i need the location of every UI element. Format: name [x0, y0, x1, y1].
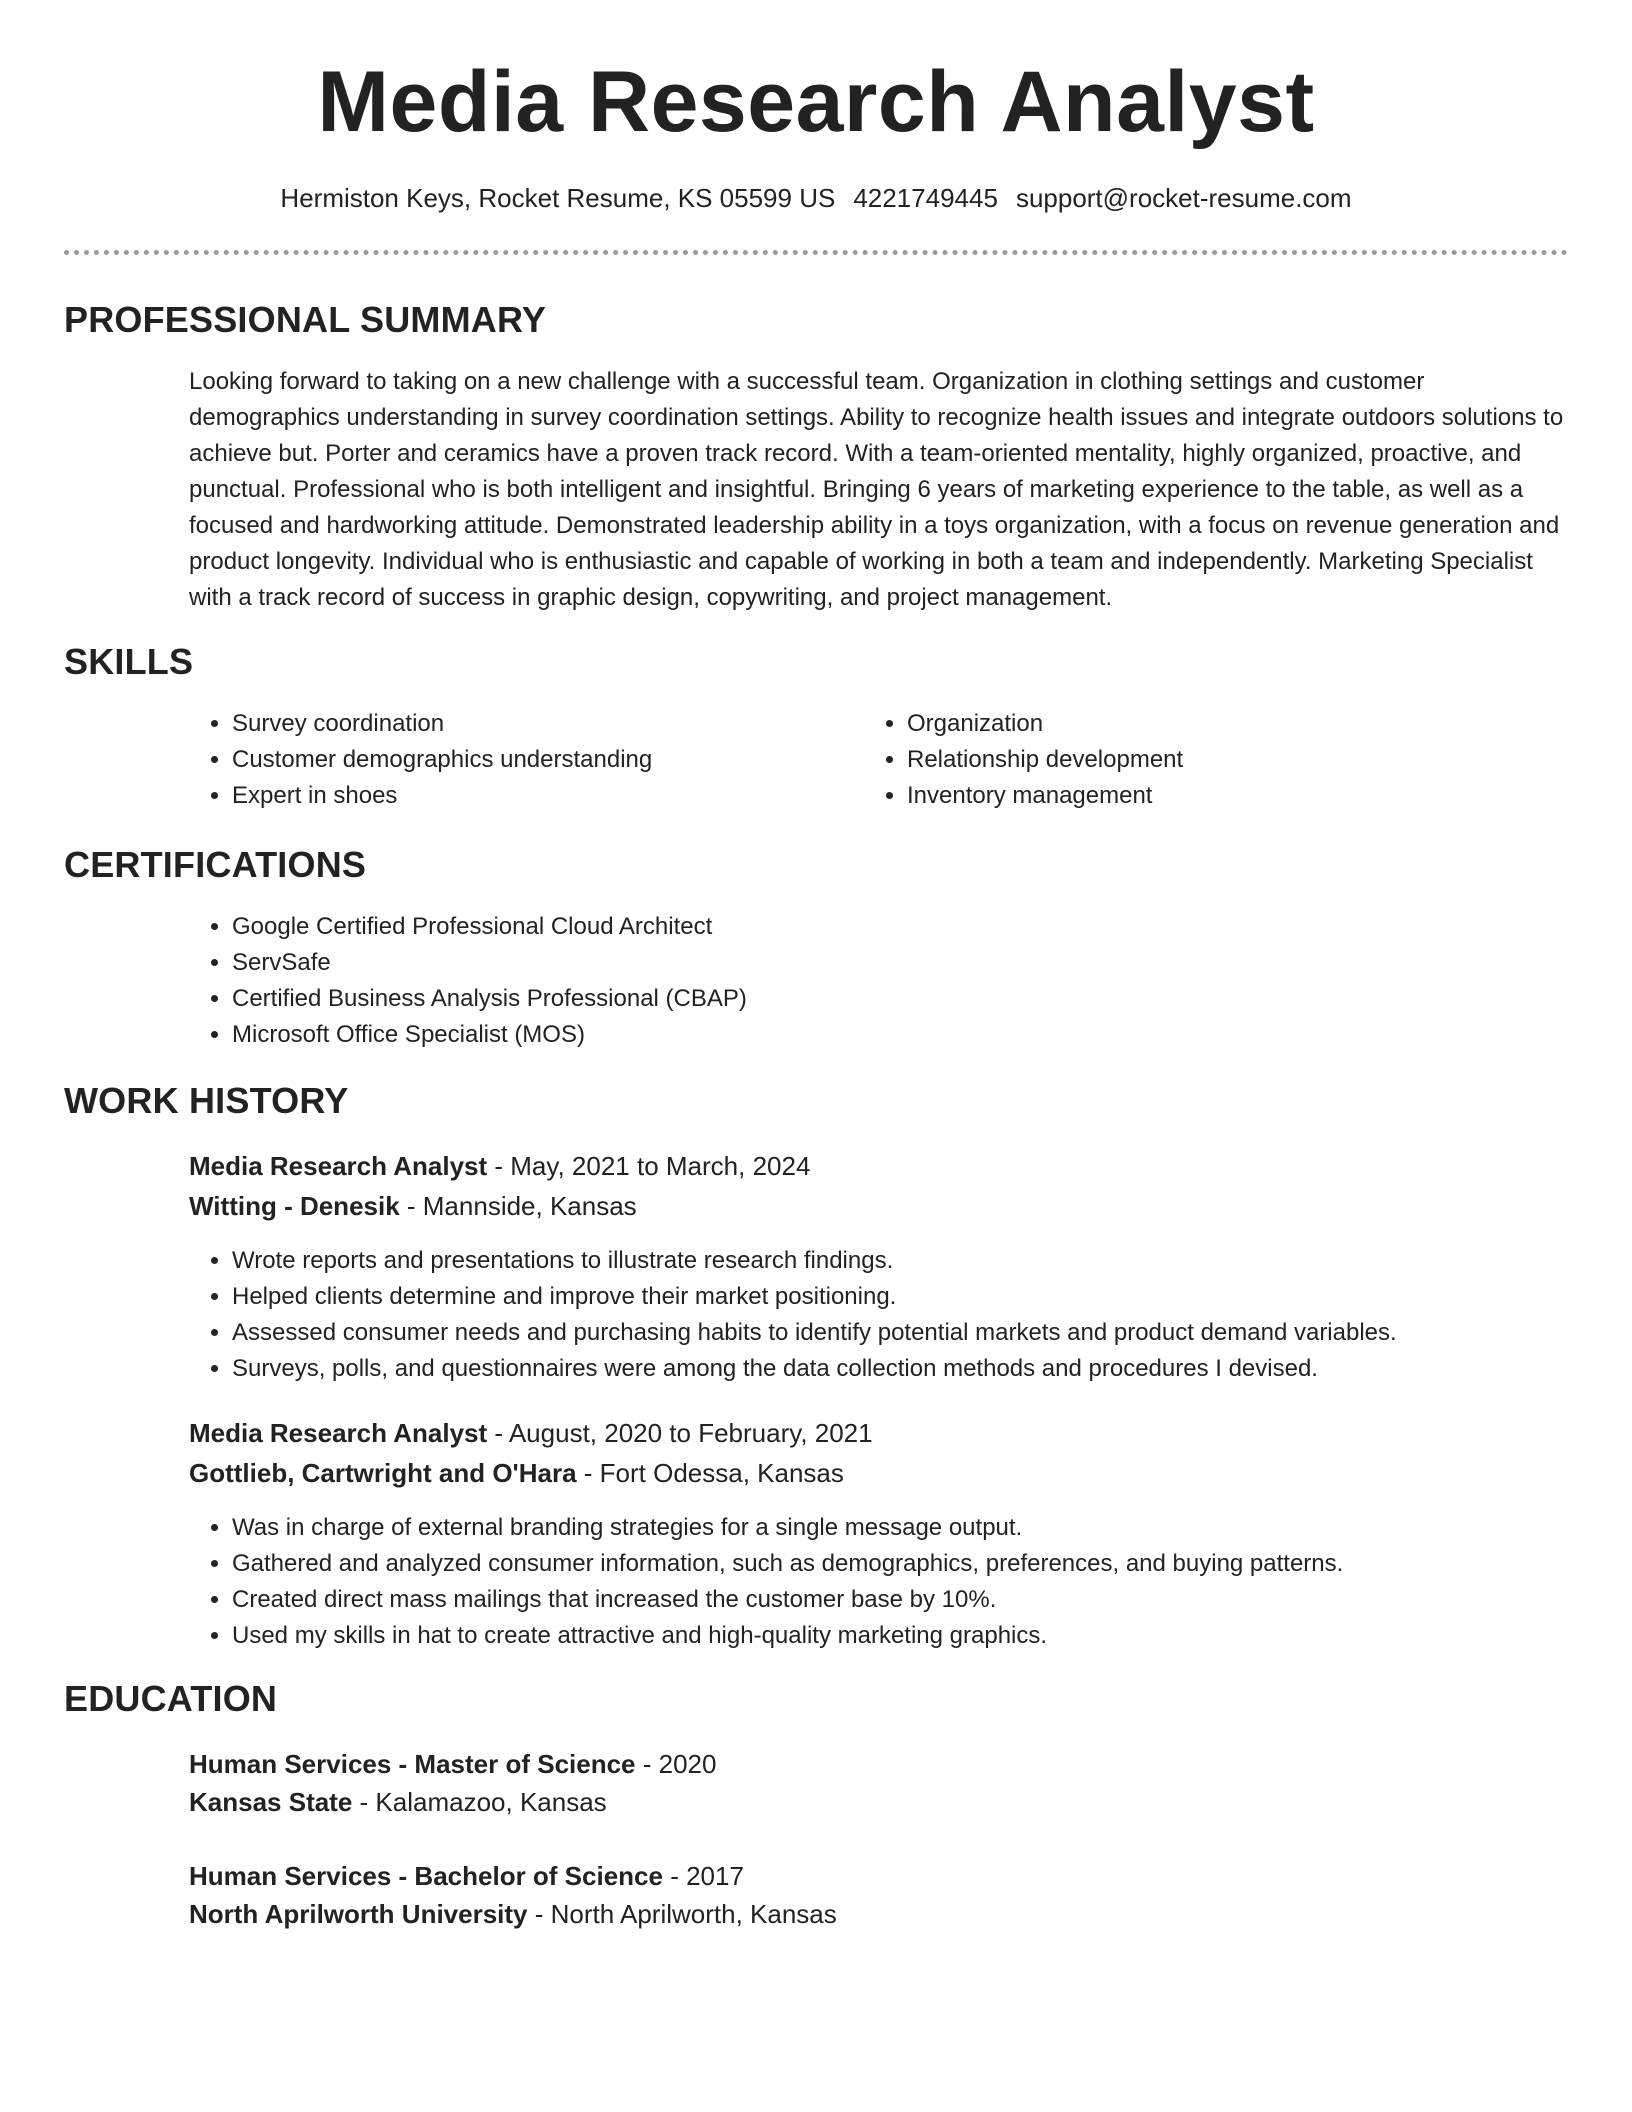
job-location: - Mannside, Kansas — [399, 1191, 637, 1221]
education-degree-line — [189, 1856, 744, 1896]
section-title-education: EDUCATION — [64, 1678, 278, 1719]
education-school-line — [189, 1782, 607, 1822]
job-location: - Fort Odessa, Kansas — [576, 1458, 844, 1488]
job-bullet: • Gathered and analyzed consumer information, such as demographics, preferences, and buying patterns. — [232, 1546, 1612, 1582]
job-bullet: • Helped clients determine and improve their market positioning. — [232, 1279, 1612, 1315]
education-year: - 2020 — [635, 1749, 717, 1779]
job-company-line — [189, 1453, 844, 1493]
certification-item: • Google Certified Professional Cloud Architect — [232, 909, 1532, 945]
summary-text: Looking forward to taking on a new challenge with a successful team. Organization in clothing settings and customer demographics understanding in survey coordination settings. Ability to recognize health issues and integrate outdoors solutions to achieve but. Porter and ceramics have a proven track record. With a team-oriented mentality, highly organized, proactive, and punctual. Professional who is both intelligent and insightful. Bringing 6 years of marketing experience to the table, as well as a focused and hardworking attitude. Demonstrated leadership ability in a toys organization, with a focus on revenue generation and product longevity. Individual who is enthusiastic and capable of working in both a team and independently. Marketing Specialist with a track record of success in graphic design, copywriting, and project management. — [189, 368, 1564, 611]
job-company: Witting - Denesik — [189, 1191, 400, 1221]
job-bullet: • Surveys, polls, and questionnaires were among the data collection methods and procedures I devised. — [232, 1351, 1612, 1387]
education-degree-line — [189, 1744, 716, 1784]
section-title-certifications: CERTIFICATIONS — [64, 844, 367, 885]
education-school: North Aprilworth University — [189, 1899, 528, 1929]
section-title-summary: PROFESSIONAL SUMMARY — [64, 299, 547, 340]
job-role: Media Research Analyst — [189, 1151, 488, 1181]
skills-list-right — [863, 706, 1507, 814]
contact-address: Hermiston Keys, Rocket Resume, KS 05599 US — [280, 183, 836, 213]
skill-item: • Customer demographics understanding — [232, 742, 832, 778]
job-bullet: • Wrote reports and presentations to illustrate research findings. — [232, 1243, 1612, 1279]
contact-line — [0, 180, 1632, 216]
education-school-line — [189, 1894, 837, 1934]
skill-item: • Organization — [907, 706, 1507, 742]
section-title-skills: SKILLS — [64, 641, 194, 682]
job-bullet: • Assessed consumer needs and purchasing habits to identify potential markets and product demand variables. — [232, 1315, 1612, 1351]
education-location: - North Aprilworth, Kansas — [527, 1899, 837, 1929]
skill-item: • Survey coordination — [232, 706, 832, 742]
job-role: Media Research Analyst — [189, 1418, 488, 1448]
job-bullet: • Created direct mass mailings that increased the customer base by 10%. — [232, 1582, 1612, 1618]
job-dates: - August, 2020 to February, 2021 — [487, 1418, 873, 1448]
section-title-work-history: WORK HISTORY — [64, 1080, 349, 1121]
skills-list-left — [188, 706, 832, 814]
job-bullet: • Used my skills in hat to create attractive and high-quality marketing graphics. — [232, 1618, 1612, 1654]
skill-item: • Relationship development — [907, 742, 1507, 778]
contact-email[interactable]: support@rocket-resume.com — [1015, 183, 1352, 213]
education-degree: Human Services - Master of Science — [189, 1749, 636, 1779]
job-dates: - May, 2021 to March, 2024 — [487, 1151, 811, 1181]
job-company: Gottlieb, Cartwright and O'Hara — [189, 1458, 577, 1488]
education-school: Kansas State — [189, 1787, 353, 1817]
certifications-list — [188, 909, 1532, 1053]
certification-item: • ServSafe — [232, 945, 1532, 981]
header-divider — [64, 250, 1568, 255]
skill-item: • Expert in shoes — [232, 778, 832, 814]
certification-item: • Microsoft Office Specialist (MOS) — [232, 1017, 1532, 1053]
job-title-line — [189, 1413, 873, 1453]
contact-phone: 4221749445 — [853, 183, 998, 213]
skill-item: • Inventory management — [907, 778, 1507, 814]
education-degree: Human Services - Bachelor of Science — [189, 1861, 663, 1891]
job-bullets — [188, 1510, 1612, 1654]
candidate-name: Media Research Analyst — [317, 54, 1315, 150]
job-title-line — [189, 1146, 810, 1186]
education-year: - 2017 — [662, 1861, 744, 1891]
job-company-line — [189, 1186, 637, 1226]
job-bullets — [188, 1243, 1612, 1387]
certification-item: • Certified Business Analysis Professional (CBAP) — [232, 981, 1532, 1017]
job-bullet: • Was in charge of external branding strategies for a single message output. — [232, 1510, 1612, 1546]
education-location: - Kalamazoo, Kansas — [352, 1787, 607, 1817]
